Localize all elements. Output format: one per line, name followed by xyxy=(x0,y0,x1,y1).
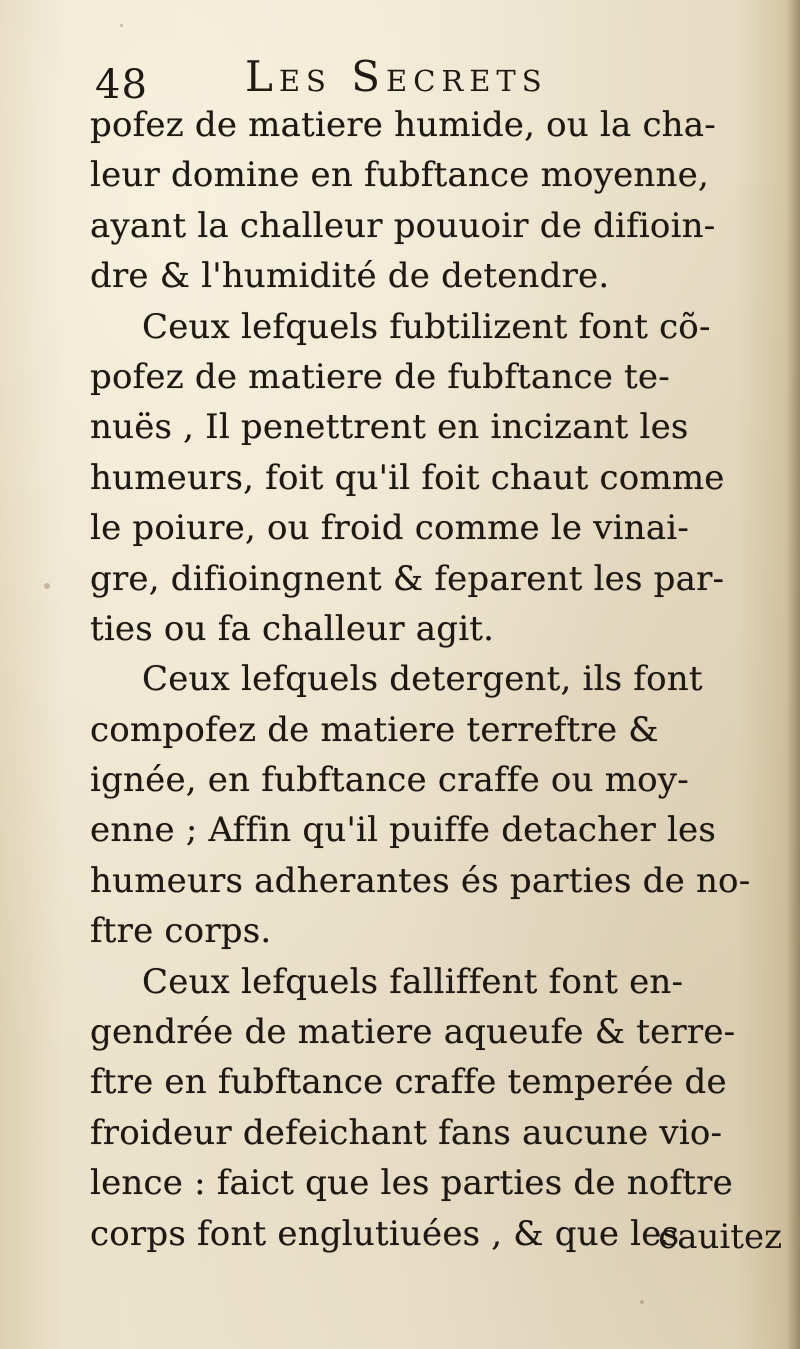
text-line: gre, difioingnent & feparent les par- xyxy=(90,558,725,599)
text-line: corps font englutiuées , & que les xyxy=(90,1213,680,1254)
text-line: dre & l'humidité de detendre. xyxy=(90,256,610,297)
text-line: le poiure, ou froid comme le vinai- xyxy=(90,508,690,549)
text-line: nuës , Il penettrent en incizant les xyxy=(90,407,689,448)
ink-speck xyxy=(640,1300,644,1304)
text-line: compofez de matiere terreftre & xyxy=(90,709,659,750)
text-line: ties ou fa challeur agit. xyxy=(90,608,495,649)
text-line: leur domine en fubftance moyenne, xyxy=(90,155,709,196)
paragraph-start-line: Ceux lefquels detergent, ils font xyxy=(142,659,703,700)
text-line: pofez de matiere humide, ou la cha- xyxy=(90,105,716,145)
paragraph-start-line: Ceux lefquels falliffent font en- xyxy=(142,961,684,1002)
running-head: Les Secrets xyxy=(245,52,548,101)
text-line: humeurs, foit qu'il foit chaut comme xyxy=(90,457,725,498)
text-line: ftre corps. xyxy=(90,911,272,952)
text-line: enne ; Affin qu'il puiffe detacher les xyxy=(90,810,716,851)
text-line: ayant la challeur pouuoir de difioin- xyxy=(90,205,716,246)
body-text xyxy=(90,100,790,1259)
text-line: pofez de matiere de fubftance te- xyxy=(90,356,670,397)
text-line: froideur defeichant fans aucune vio- xyxy=(90,1112,723,1153)
text-line: ignée, en fubftance craffe ou moy- xyxy=(90,760,689,801)
text-line: lence : faict que les parties de noftre xyxy=(90,1163,733,1204)
text-line: ftre en fubftance craffe temperée de xyxy=(90,1062,727,1103)
text-line: humeurs adherantes és parties de no- xyxy=(90,860,751,901)
paragraph-start-line: Ceux lefquels fubtilizent font cõ- xyxy=(142,306,711,347)
catchword: cauitez xyxy=(658,1217,782,1257)
ink-speck xyxy=(120,24,123,27)
ink-speck xyxy=(44,583,50,589)
page-number: 48 xyxy=(95,62,148,108)
text-line: gendrée de matiere aqueufe & terre- xyxy=(90,1012,736,1053)
